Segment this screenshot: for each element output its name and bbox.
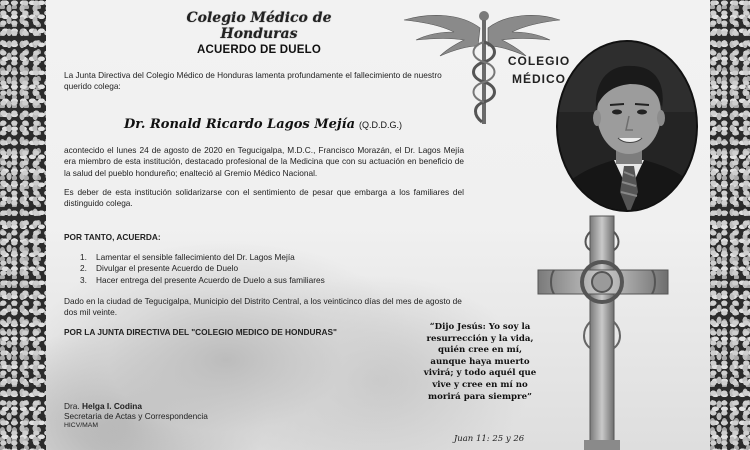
signer-initials: HICV/MAM	[64, 422, 98, 430]
mosaic-border-right	[710, 0, 750, 450]
signer-name: Helga I. Codina	[82, 401, 142, 411]
portrait-photo	[556, 40, 698, 212]
signature-block: Dra. Helga I. Codina Secretaria de Actas y Correspondencia HICV/MAM	[64, 402, 284, 431]
paragraph-solidarity: Es deber de esta institución solidarizarse con el sentimiento de pesar que embarga a los familiares del distinguido colega.	[64, 187, 464, 209]
bible-reference: Juan 11: 25 y 26	[453, 434, 525, 444]
bible-quote: “Dijo Jesús: Yo soy la resurrección y la vida, quién cree en mí, aunque haya muerto vivirá; y todo aquél que vive y cree en mí no morirá para siempre”	[423, 322, 537, 402]
document-title: ACUERDO DE DUELO	[197, 44, 321, 56]
paragraph-circumstances: acontecido el lunes 24 de agosto de 2020 en Tegucigalpa, M.D.C., Francisco Morazán, el Dr. Lagos Mejía era miembro de esta institución, destacado profesional de la Medicina que con su actuación en beneficio de la salud del pueblo hondureño; enalteció al Gremio Médico Nacional.	[64, 145, 464, 178]
list-item: 1. Lamentar el sensible fallecimiento del Dr. Lagos Mejía	[80, 252, 295, 262]
intro-paragraph: La Junta Directiva del Colegio Médico de Honduras lamenta profundamente el fallecimiento de nuestro querido colega:	[64, 70, 442, 92]
paragraph-date: Dado en la ciudad de Tegucigalpa, Municipio del Distrito Central, a los veinticinco días del mes de agosto de dos mil veinte.	[64, 296, 462, 318]
mosaic-border-left	[0, 0, 46, 450]
resolution-list	[80, 252, 440, 286]
list-item: 2. Divulgar el presente Acuerdo de Duelo	[80, 263, 239, 274]
institution-script-title: Colegio Médico de Honduras	[186, 10, 332, 42]
board-statement: POR LA JUNTA DIRECTIVA DEL "COLEGIO MEDICO DE HONDURAS"	[64, 327, 337, 337]
name-suffix: (Q.D.D.G.)	[359, 120, 402, 130]
resolution-heading: POR TANTO, ACUERDA:	[64, 232, 161, 242]
list-item: 3. Hacer entrega del presente Acuerdo de Duelo a sus familiares	[80, 274, 325, 285]
signer-role: Secretaria de Actas y Correspondencia	[64, 410, 208, 421]
condolence-document	[46, 0, 710, 450]
logo-text: COLEGIO MÉDICO	[507, 54, 571, 86]
deceased-name: Dr. Ronald Ricardo Lagos Mejía (Q.D.D.G.)	[124, 117, 402, 132]
